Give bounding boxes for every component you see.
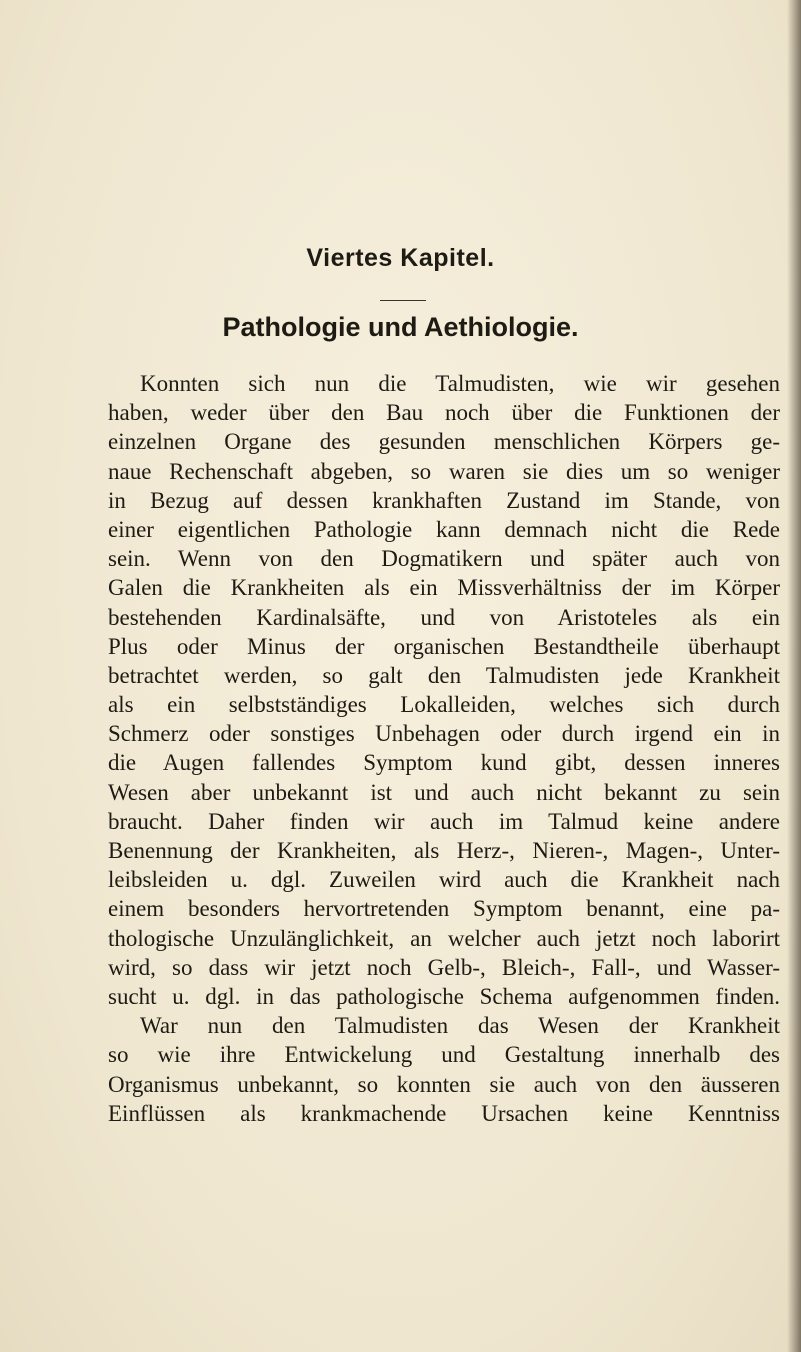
text-line: naue Rechenschaft abgeben, so waren sie dies um so weniger xyxy=(108,458,780,484)
text-line: bestehenden Kardinalsäfte, und von Aristoteles als ein xyxy=(108,604,780,630)
text-line: wird, so dass wir jetzt noch Gelb-, Bleich-, Fall-, und Wasser- xyxy=(108,954,780,980)
text-line: in Bezug auf dessen krankhaften Zustand im Stande, von xyxy=(108,487,780,513)
text-line: Organismus unbekannt, so konnten sie auch von den äusseren xyxy=(108,1071,780,1097)
text-line: War nun den Talmudisten das Wesen der Krankheit xyxy=(140,1013,780,1039)
text-line: leibsleiden u. dgl. Zuweilen wird auch die Krankheit nach xyxy=(108,867,780,893)
text-line: Einflüssen als krankmachende Ursachen keine Kenntniss xyxy=(108,1100,780,1126)
text-line: haben, weder über den Bau noch über die Funktionen der xyxy=(108,400,780,426)
text-line: so wie ihre Entwickelung und Gestaltung innerhalb des xyxy=(108,1042,780,1068)
text-line: Plus oder Minus der organischen Bestandtheile überhaupt xyxy=(108,633,780,659)
text-line: Konnten sich nun die Talmudisten, wie wir gesehen xyxy=(140,371,780,396)
text-line: Schmerz oder sonstiges Unbehagen oder durch irgend ein in xyxy=(108,721,780,747)
text-line: Galen die Krankheiten als ein Missverhältniss der im Körper xyxy=(108,575,780,601)
text-line: einem besonders hervortretenden Symptom benannt, eine pa- xyxy=(108,896,780,922)
text-line: Wesen aber unbekannt ist und auch nicht bekannt zu sein xyxy=(108,779,780,805)
text-line: die Augen fallendes Symptom kund gibt, dessen inneres xyxy=(108,750,780,776)
text-line: einer eigentlichen Pathologie kann demnach nicht die Rede xyxy=(108,516,780,542)
text-line: als ein selbstständiges Lokalleiden, welches sich durch xyxy=(108,692,780,718)
section-title: Pathologie und Aethiologie. xyxy=(222,312,579,342)
chapter-title: Viertes Kapitel. xyxy=(306,244,495,272)
text-line: sucht u. dgl. in das pathologische Schema aufgenommen finden. xyxy=(108,983,780,1009)
text-line: Benennung der Krankheiten, als Herz-, Nieren-, Magen-, Unter- xyxy=(108,838,780,863)
title-divider xyxy=(380,300,426,301)
body-text xyxy=(108,369,780,1128)
text-line: betrachtet werden, so galt den Talmudisten jede Krankheit xyxy=(108,662,780,688)
page-edge-shadow xyxy=(787,0,801,1352)
text-line: sein. Wenn von den Dogmatikern und später auch von xyxy=(108,546,780,572)
text-line: braucht. Daher finden wir auch im Talmud keine andere xyxy=(108,808,780,834)
text-line: thologische Unzulänglichkeit, an welcher auch jetzt noch laborirt xyxy=(108,925,780,951)
text-line: einzelnen Organe des gesunden menschlichen Körpers ge- xyxy=(108,429,780,455)
